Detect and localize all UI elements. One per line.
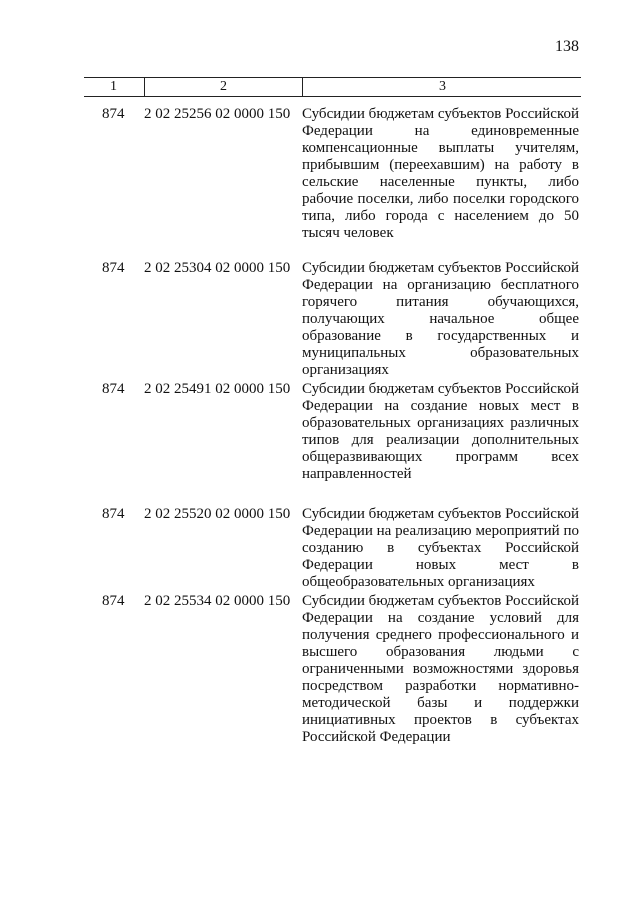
admin-code: 874 bbox=[102, 106, 125, 122]
row-description: Субсидии бюджетам субъектов Российской Федерации на организацию бесплатного горячего питания обучающихся, получающих начальное общее образование в государственных и муниципальных образовательных организациях bbox=[302, 260, 579, 378]
column-header-3: 3 bbox=[302, 78, 582, 96]
budget-code: 2 02 25534 02 0000 150 bbox=[144, 593, 291, 609]
budget-code: 2 02 25520 02 0000 150 bbox=[144, 506, 291, 522]
row-description: Субсидии бюджетам субъектов Российской Федерации на создание новых мест в образовательных организациях различных типов для реализации дополнительных общеразвивающих программ всех направленностей bbox=[302, 381, 579, 482]
table-header bbox=[84, 77, 581, 97]
row-description: Субсидии бюджетам субъектов Российской Федерации на создание условий для получения среднего профессионального и высшего образования людьми с ограниченными возможностями здоровья посредством разработки нормативно-методической базы и поддержки инициативных проектов в субъектах Российской Федерации bbox=[302, 593, 579, 745]
column-header-2: 2 bbox=[144, 78, 302, 96]
table-body bbox=[84, 106, 581, 773]
budget-code: 2 02 25256 02 0000 150 bbox=[144, 106, 291, 122]
row-description: Субсидии бюджетам субъектов Российской Федерации на реализацию мероприятий по созданию в субъектах Российской Федерации новых мест в общеобразовательных организациях bbox=[302, 506, 579, 590]
admin-code: 874 bbox=[102, 260, 125, 276]
row-description: Субсидии бюджетам субъектов Российской Федерации на единовременные компенсационные выплаты учителям, прибывшим (переехавшим) на работу в сельские населенные пункты, либо рабочие поселки, либо поселки городского типа, либо города с населением до 50 тысяч человек bbox=[302, 106, 579, 241]
table-row bbox=[84, 106, 581, 260]
page-number: 138 bbox=[555, 38, 579, 55]
table-row bbox=[84, 593, 581, 773]
admin-code: 874 bbox=[102, 381, 125, 397]
table-row bbox=[84, 506, 581, 593]
column-header-1: 1 bbox=[110, 79, 117, 94]
budget-code: 2 02 25304 02 0000 150 bbox=[144, 260, 291, 276]
table-row bbox=[84, 260, 581, 381]
budget-code: 2 02 25491 02 0000 150 bbox=[144, 381, 291, 397]
table-row bbox=[84, 381, 581, 506]
admin-code: 874 bbox=[102, 506, 125, 522]
admin-code: 874 bbox=[102, 593, 125, 609]
